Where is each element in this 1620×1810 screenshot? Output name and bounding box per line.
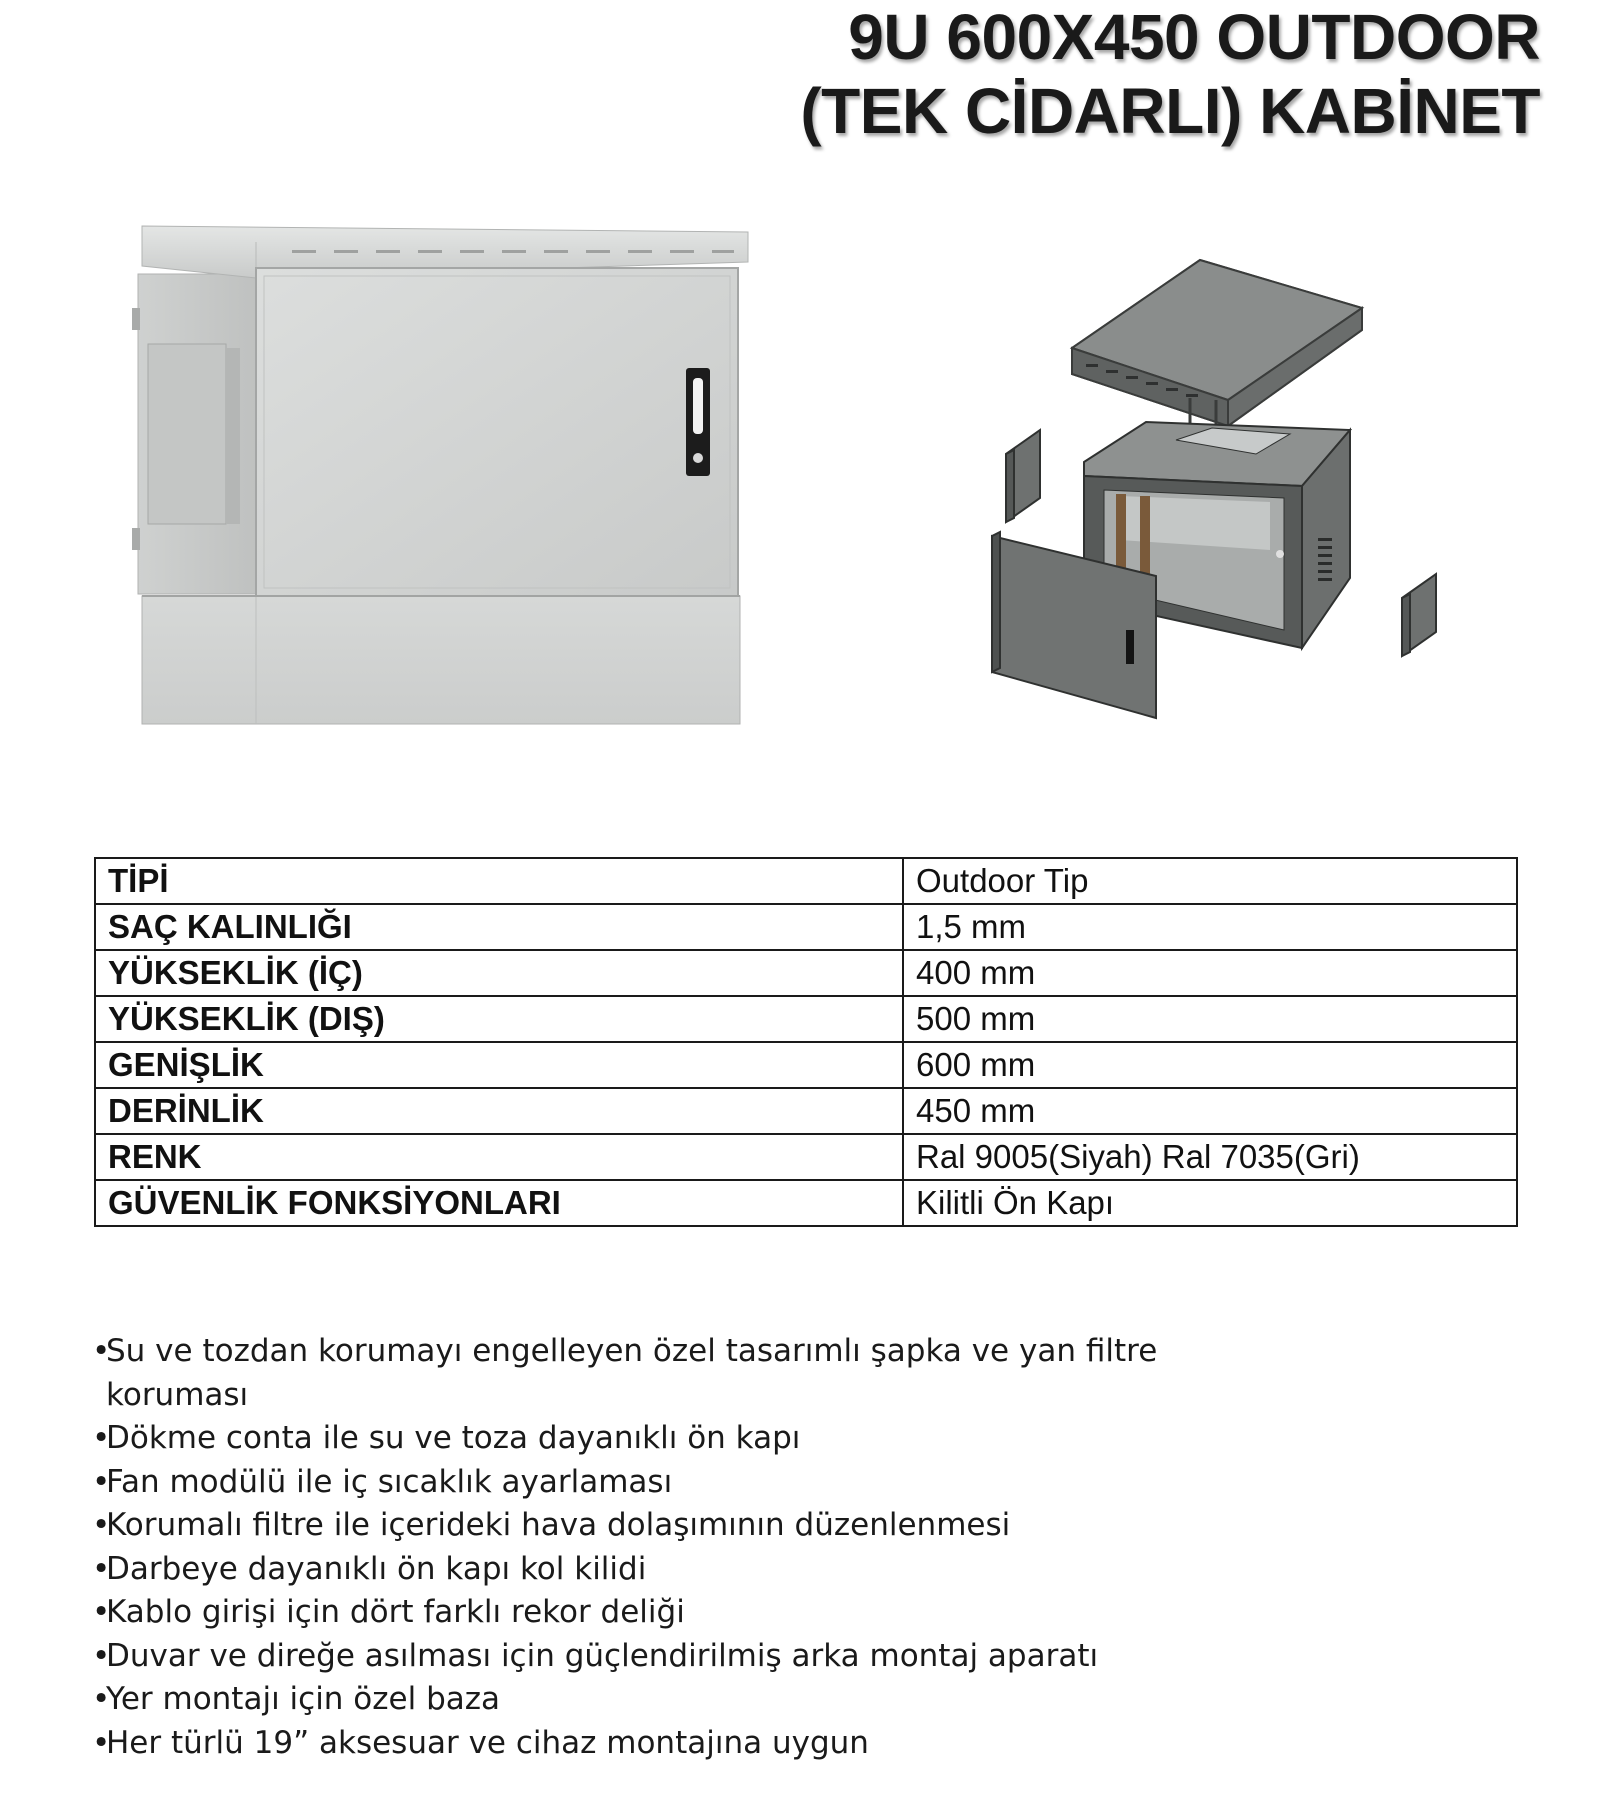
spec-value: 450 mm xyxy=(903,1088,1517,1134)
feature-list xyxy=(92,1330,1292,1765)
spec-label: GÜVENLİK FONKSİYONLARI xyxy=(95,1180,903,1226)
table-row xyxy=(95,1042,1517,1088)
list-item xyxy=(92,1417,1292,1461)
bullet-icon: • xyxy=(92,1724,111,1761)
feature-text: Duvar ve direğe asılması için güçlendirilmiş arka montaj aparatı xyxy=(106,1637,1099,1674)
feature-text: Su ve tozdan korumayı engelleyen özel tasarımlı şapka ve yan filtre koruması xyxy=(106,1333,1158,1413)
spec-value: 600 mm xyxy=(903,1042,1517,1088)
list-item xyxy=(92,1678,1292,1722)
list-item xyxy=(92,1461,1292,1505)
table-row xyxy=(95,904,1517,950)
table-row xyxy=(95,1134,1517,1180)
spec-label: SAÇ KALINLIĞI xyxy=(95,904,903,950)
spec-value: 500 mm xyxy=(903,996,1517,1042)
table-row xyxy=(95,1180,1517,1226)
bullet-icon: • xyxy=(92,1681,111,1717)
spec-label: YÜKSEKLİK (DIŞ) xyxy=(95,996,903,1042)
outdoor-cabinet-photo-icon xyxy=(130,218,760,730)
list-item xyxy=(92,1635,1292,1679)
feature-text: Darbeye dayanıklı ön kapı kol kilidi xyxy=(106,1550,647,1587)
feature-text: Dökme conta ile su ve toza dayanıklı ön kapı xyxy=(106,1420,801,1456)
spec-value: Ral 9005(Siyah) Ral 7035(Gri) xyxy=(903,1134,1517,1180)
bullet-icon: • xyxy=(92,1507,111,1543)
bullet-icon: • xyxy=(92,1420,111,1456)
list-item xyxy=(92,1722,1292,1766)
feature-text: Yer montajı için özel baza xyxy=(106,1681,501,1717)
feature-text: Korumalı filtre ile içerideki hava dolaşımının düzenlenmesi xyxy=(106,1507,1011,1543)
spec-value: Outdoor Tip xyxy=(903,858,1517,904)
table-row xyxy=(95,950,1517,996)
list-item xyxy=(92,1330,1292,1417)
page-title xyxy=(640,0,1540,148)
list-item xyxy=(92,1591,1292,1635)
spec-value: Kilitli Ön Kapı xyxy=(903,1180,1517,1226)
page-title-line-1: 9U 600X450 OUTDOOR xyxy=(848,1,1540,73)
spec-label: YÜKSEKLİK (İÇ) xyxy=(95,950,903,996)
feature-text: Fan modülü ile iç sıcaklık ayarlaması xyxy=(106,1463,673,1500)
spec-value: 400 mm xyxy=(903,950,1517,996)
list-item xyxy=(92,1504,1292,1548)
table-row xyxy=(95,858,1517,904)
spec-value: 1,5 mm xyxy=(903,904,1517,950)
spec-table xyxy=(94,857,1518,1227)
bullet-icon: • xyxy=(92,1550,111,1587)
bullet-icon: • xyxy=(92,1594,111,1630)
spec-label: DERİNLİK xyxy=(95,1088,903,1134)
feature-text: Kablo girişi için dört farklı rekor deliği xyxy=(106,1594,685,1630)
spec-label: GENİŞLİK xyxy=(95,1042,903,1088)
bullet-icon: • xyxy=(92,1637,111,1674)
bullet-icon: • xyxy=(92,1333,111,1369)
bullet-icon: • xyxy=(92,1463,111,1500)
table-row xyxy=(95,1088,1517,1134)
feature-text: Her türlü 19” aksesuar ve cihaz montajına uygun xyxy=(106,1724,869,1761)
spec-label: TİPİ xyxy=(95,858,903,904)
exploded-cabinet-diagram-icon xyxy=(980,250,1450,730)
spec-label: RENK xyxy=(95,1134,903,1180)
table-row xyxy=(95,996,1517,1042)
list-item xyxy=(92,1548,1292,1592)
page-title-line-2: (TEK CİDARLI) KABİNET xyxy=(800,75,1540,147)
